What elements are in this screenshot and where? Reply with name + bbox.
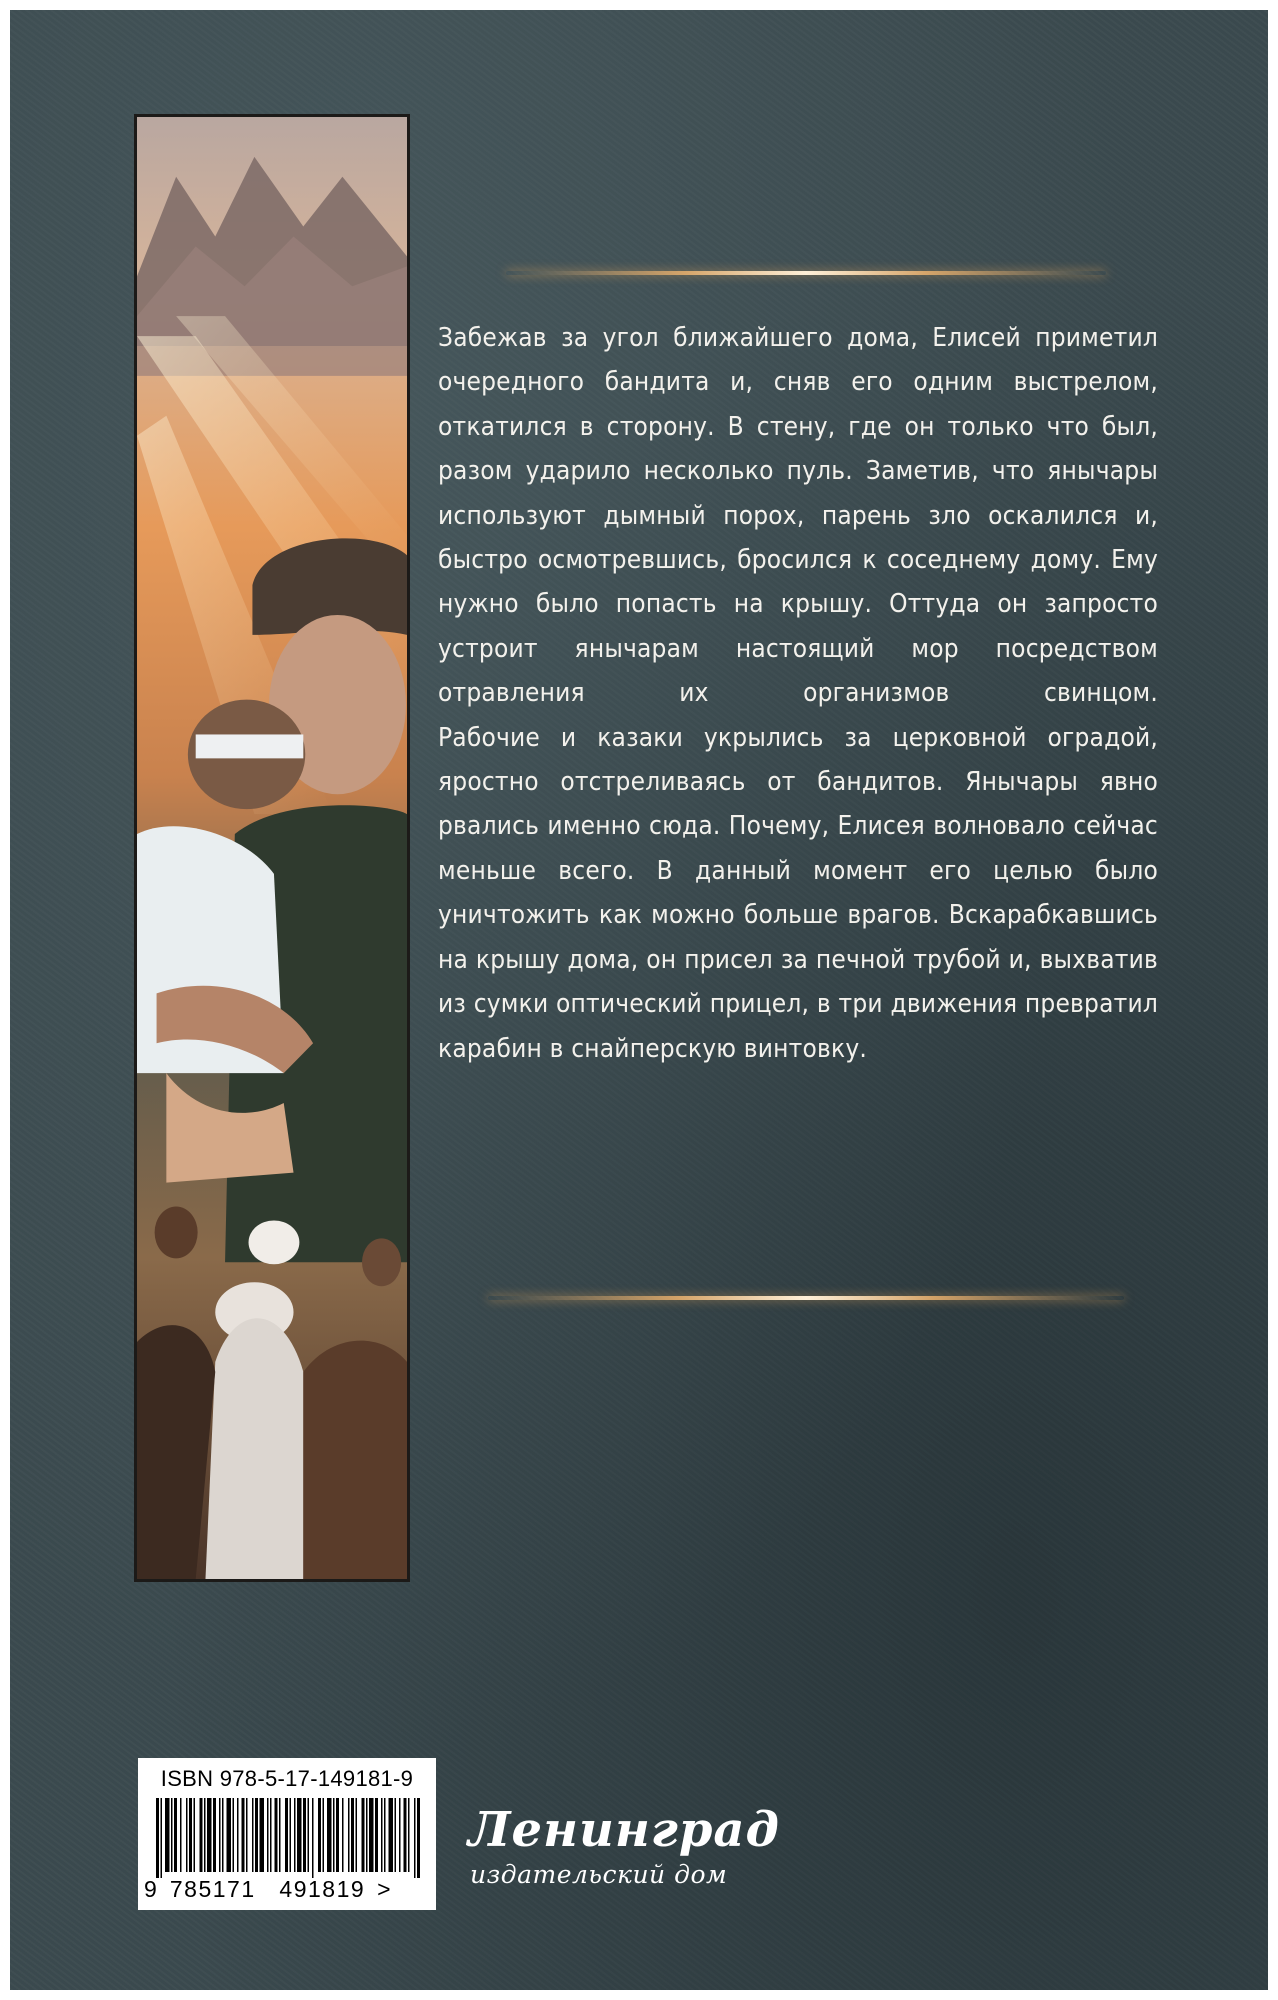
barcode-bar <box>381 1798 383 1872</box>
barcode-bar <box>189 1798 192 1872</box>
barcode-bar <box>246 1798 248 1872</box>
barcode-bar <box>156 1798 159 1878</box>
barcode-bar <box>255 1798 258 1872</box>
barcode-bar <box>414 1798 416 1878</box>
isbn-barcode <box>138 1758 436 1910</box>
barcode-bar <box>275 1798 278 1872</box>
barcode-bar <box>348 1798 350 1872</box>
barcode-bar <box>336 1798 339 1872</box>
barcode-bar <box>200 1798 203 1872</box>
barcode-bar <box>312 1798 314 1878</box>
barcode-bar <box>384 1798 386 1872</box>
barcode-bar <box>362 1798 365 1872</box>
illustration-graphic <box>137 117 407 1579</box>
barcode-bar <box>165 1798 170 1872</box>
barcode-bar <box>171 1798 173 1872</box>
publisher-logo <box>462 1802 802 1910</box>
back-cover <box>10 10 1268 1990</box>
top-separator-glow <box>506 271 1106 275</box>
barcode-bar <box>366 1798 368 1872</box>
barcode-bar <box>297 1798 302 1872</box>
barcode-bar <box>308 1798 310 1872</box>
barcode-bar <box>389 1798 394 1872</box>
barcode-bar <box>303 1798 306 1872</box>
barcode-bar <box>285 1798 288 1872</box>
barcode-bar <box>318 1798 321 1872</box>
barcode-bar <box>417 1798 420 1878</box>
barcode-bar <box>233 1798 235 1872</box>
barcode-bar <box>219 1798 221 1872</box>
barcode-digits <box>144 1876 430 1903</box>
barcode-bar <box>204 1798 206 1872</box>
barcode-bar <box>267 1798 269 1872</box>
barcode-bar <box>408 1798 410 1872</box>
publisher-name: Ленинград <box>468 1802 780 1858</box>
barcode-bar <box>395 1798 397 1872</box>
barcode-bar <box>186 1798 188 1872</box>
barcode-bar <box>375 1798 378 1872</box>
barcode-bar <box>161 1798 163 1878</box>
barcode-icon <box>150 1798 424 1878</box>
publisher-subtitle: издательский дом <box>470 1860 728 1889</box>
barcode-bar <box>404 1798 407 1872</box>
barcode-bar <box>290 1798 292 1872</box>
barcode-bar <box>333 1798 335 1872</box>
barcode-bar <box>323 1798 325 1872</box>
bottom-separator-glow <box>488 1296 1124 1300</box>
barcode-bar <box>294 1798 296 1872</box>
barcode-bar <box>207 1798 212 1872</box>
barcode-bar <box>260 1798 265 1872</box>
barcode-bar <box>270 1798 272 1872</box>
cover-illustration <box>134 114 410 1582</box>
barcode-bar <box>356 1798 358 1872</box>
annotation-paragraph-2: Рабочие и казаки укрылись за церковной оградой, яростно отстреливаясь от бандитов. Янычары явно рвались именно сюда. Почему, Елисея волновало сейчас меньше всего. В данный момент его целью было уничтожить как можно больше врагов. Вскарабкавшись на крышу дома, он присел за печной трубой и, выхватив из сумки оптический прицел, в три движения превратил карабин в снайперскую винтовку. <box>438 722 1158 1064</box>
annotation-text <box>438 316 1158 1071</box>
barcode-bar <box>279 1798 281 1872</box>
barcode-bar <box>227 1798 232 1872</box>
barcode-bar <box>351 1798 354 1872</box>
barcode-digit-first: 9 <box>144 1876 159 1902</box>
barcode-digits-group-2: 491819 <box>279 1876 366 1902</box>
barcode-bar <box>194 1798 196 1872</box>
barcode-bar <box>237 1798 239 1872</box>
barcode-bar <box>342 1798 344 1872</box>
barcode-bar <box>252 1798 254 1872</box>
barcode-bar <box>174 1798 177 1872</box>
barcode-bar <box>242 1798 245 1872</box>
barcode-digits-group-1: 785171 <box>169 1876 256 1902</box>
annotation-paragraph-1: Забежав за угол ближайшего дома, Елисей приметил очередного бандита и, сняв его одним выстрелом, откатился в сторону. В стену, где он только что был, разом ударило несколько пуль. Заметив, что янычары используют дымный порох, парень зло оскалился и, быстро осмотревшись, бросился к соседнему дому. Ему нужно было попасть на крышу. Оттуда он запросто устроит янычарам настоящий мор посредством отравления их организмов свинцом. <box>438 323 1158 709</box>
barcode-bar <box>399 1798 401 1872</box>
barcode-bar <box>369 1798 374 1872</box>
barcode-bar <box>327 1798 332 1872</box>
barcode-bar <box>180 1798 182 1872</box>
barcode-bar <box>222 1798 224 1872</box>
barcode-digits-end: > <box>377 1876 392 1902</box>
isbn-label: ISBN 978-5-17-149181-9 <box>160 1766 414 1791</box>
barcode-bar <box>213 1798 216 1872</box>
